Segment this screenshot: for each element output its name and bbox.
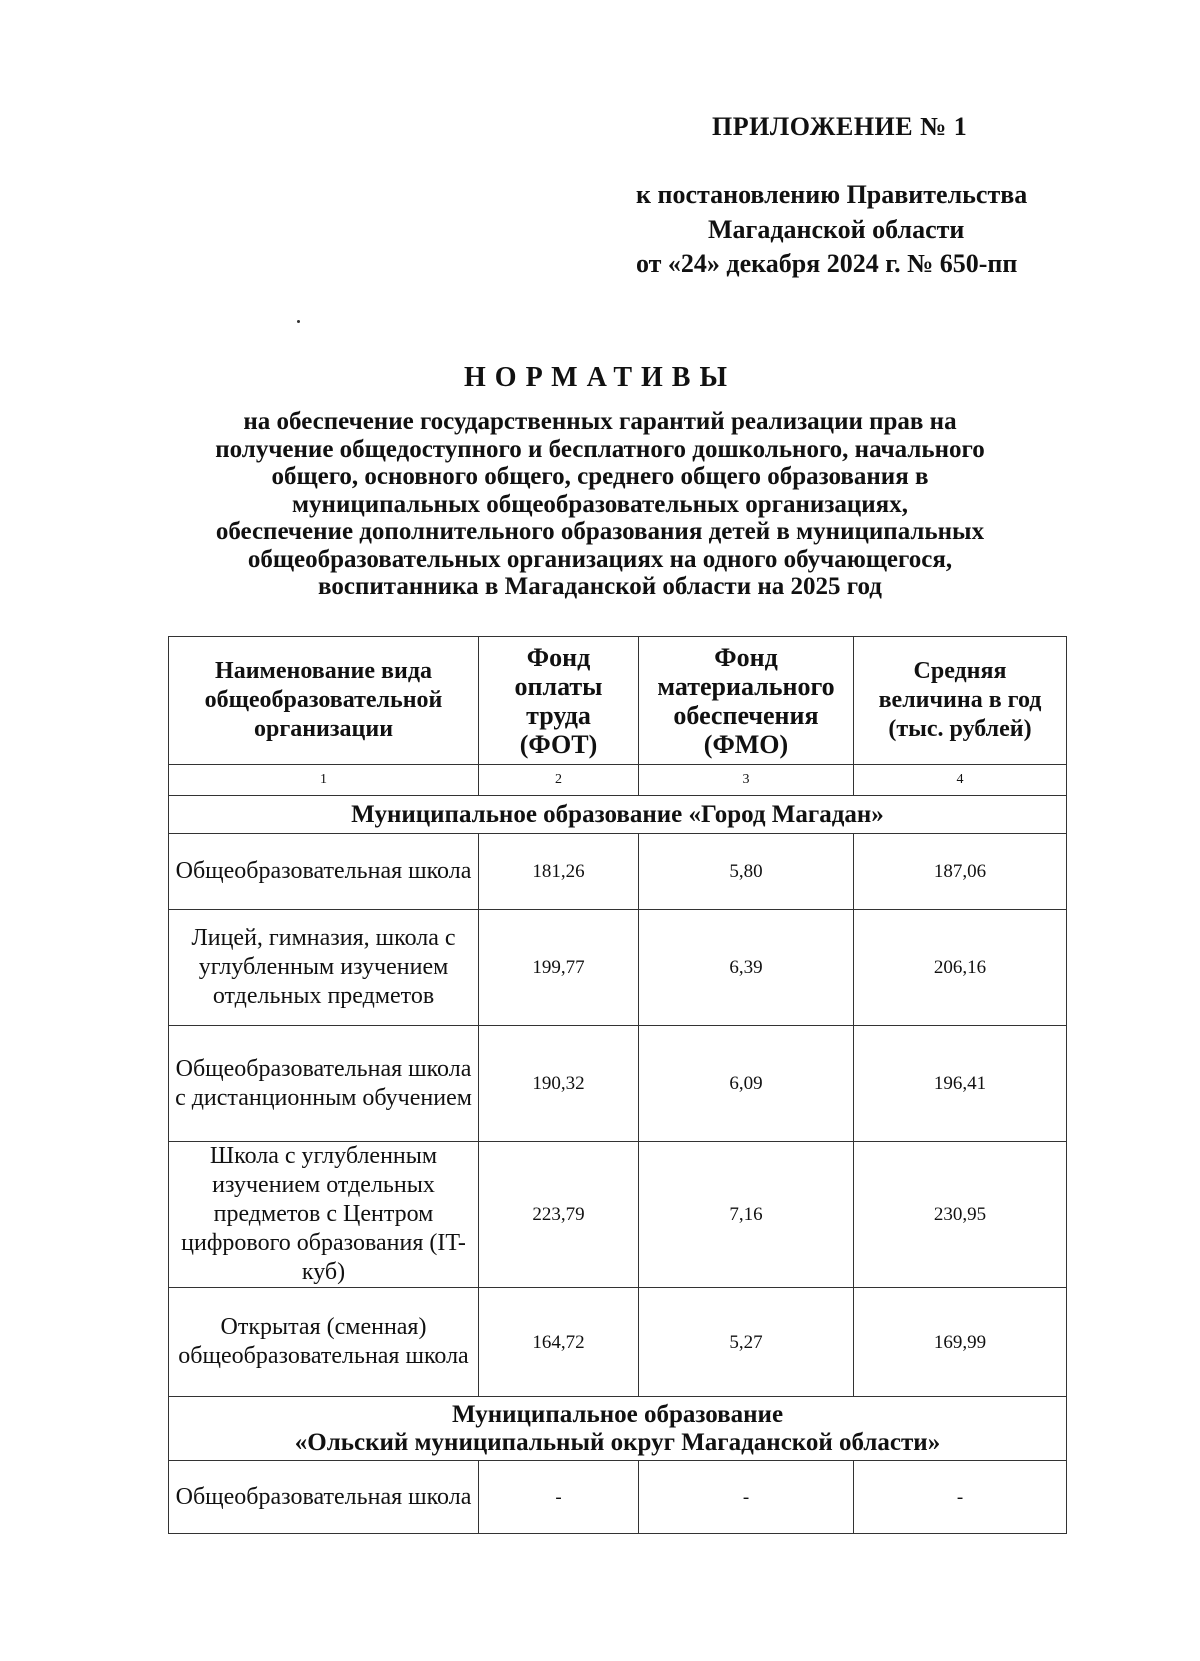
header-org-type: Наименование вида общеобразовательной организации [169, 637, 479, 765]
table-row [169, 834, 1067, 910]
average-cell: - [854, 1461, 1067, 1534]
fmo-cell: 5,27 [639, 1288, 854, 1397]
header-fot: Фонд оплаты труда (ФОТ) [479, 637, 639, 765]
group-title [169, 1397, 1067, 1461]
subtitle-line: воспитанника в Магаданской области на 2025 год [318, 573, 882, 600]
org-type-cell: Школа с углубленным изучением отдельных предметов с Центром цифрового образования (IT-куб) [169, 1142, 479, 1288]
fot-cell: 181,26 [479, 834, 639, 910]
table-header-row [169, 637, 1067, 765]
subtitle-line: общего, основного общего, среднего общего образования в [271, 463, 929, 490]
average-cell: 187,06 [854, 834, 1067, 910]
group-title: Муниципальное образование «Город Магадан» [169, 796, 1067, 834]
fot-cell: 199,77 [479, 910, 639, 1026]
document-title: НОРМАТИВЫ [464, 362, 736, 393]
fmo-cell: 6,09 [639, 1026, 854, 1142]
group-header-magadan [169, 796, 1067, 834]
header-fmo: Фонд материального обеспечения (ФМО) [639, 637, 854, 765]
subtitle-line: муниципальных общеобразовательных организациях, [292, 490, 908, 518]
fot-cell: 164,72 [479, 1288, 639, 1397]
header-average: Средняя величина в год (тыс. рублей) [854, 637, 1067, 765]
fmo-cell: 7,16 [639, 1142, 854, 1288]
group-title-line: Муниципальное образование [451, 1400, 784, 1428]
column-number: 3 [639, 765, 854, 796]
table-row [169, 1288, 1067, 1397]
appendix-title: ПРИЛОЖЕНИЕ № 1 [712, 112, 968, 141]
subtitle-line: общеобразовательных организациях на одного обучающегося, [247, 545, 953, 573]
appendix-line-3: от «24» декабря 2024 г. № 650-пп [636, 249, 1018, 278]
column-number-row [169, 765, 1067, 796]
table-row [169, 1461, 1067, 1534]
table-row [169, 1026, 1067, 1142]
norms-table [168, 636, 1067, 1534]
table-row [169, 910, 1067, 1026]
group-header-olsky [169, 1397, 1067, 1461]
org-type-cell: Общеобразовательная школа с дистанционным обучением [169, 1026, 479, 1142]
org-type-cell: Открытая (сменная) общеобразовательная школа [169, 1288, 479, 1397]
subtitle-line: на обеспечение государственных гарантий реализации прав на [243, 408, 957, 435]
scan-speck [297, 320, 300, 323]
group-title-line: «Ольский муниципальный округ Магаданской области» [294, 1428, 941, 1456]
fot-cell: 223,79 [479, 1142, 639, 1288]
column-number: 4 [854, 765, 1067, 796]
document-subtitle [0, 408, 1200, 601]
appendix-line-1: к постановлению Правительства [636, 180, 1028, 209]
fmo-cell: 6,39 [639, 910, 854, 1026]
column-number: 2 [479, 765, 639, 796]
fot-cell: 190,32 [479, 1026, 639, 1142]
fot-cell: - [479, 1461, 639, 1534]
appendix-line-2: Магаданской области [708, 215, 965, 244]
fmo-cell: - [639, 1461, 854, 1534]
org-type-cell: Общеобразовательная школа [169, 1461, 479, 1534]
subtitle-line: обеспечение дополнительного образования детей в муниципальных [215, 518, 985, 545]
average-cell: 206,16 [854, 910, 1067, 1026]
org-type-cell: Лицей, гимназия, школа с углубленным изучением отдельных предметов [169, 910, 479, 1026]
fmo-cell: 5,80 [639, 834, 854, 910]
column-number: 1 [169, 765, 479, 796]
table-row [169, 1142, 1067, 1288]
average-cell: 169,99 [854, 1288, 1067, 1397]
average-cell: 230,95 [854, 1142, 1067, 1288]
average-cell: 196,41 [854, 1026, 1067, 1142]
subtitle-line: получение общедоступного и бесплатного дошкольного, начального [215, 435, 985, 463]
org-type-cell: Общеобразовательная школа [169, 834, 479, 910]
